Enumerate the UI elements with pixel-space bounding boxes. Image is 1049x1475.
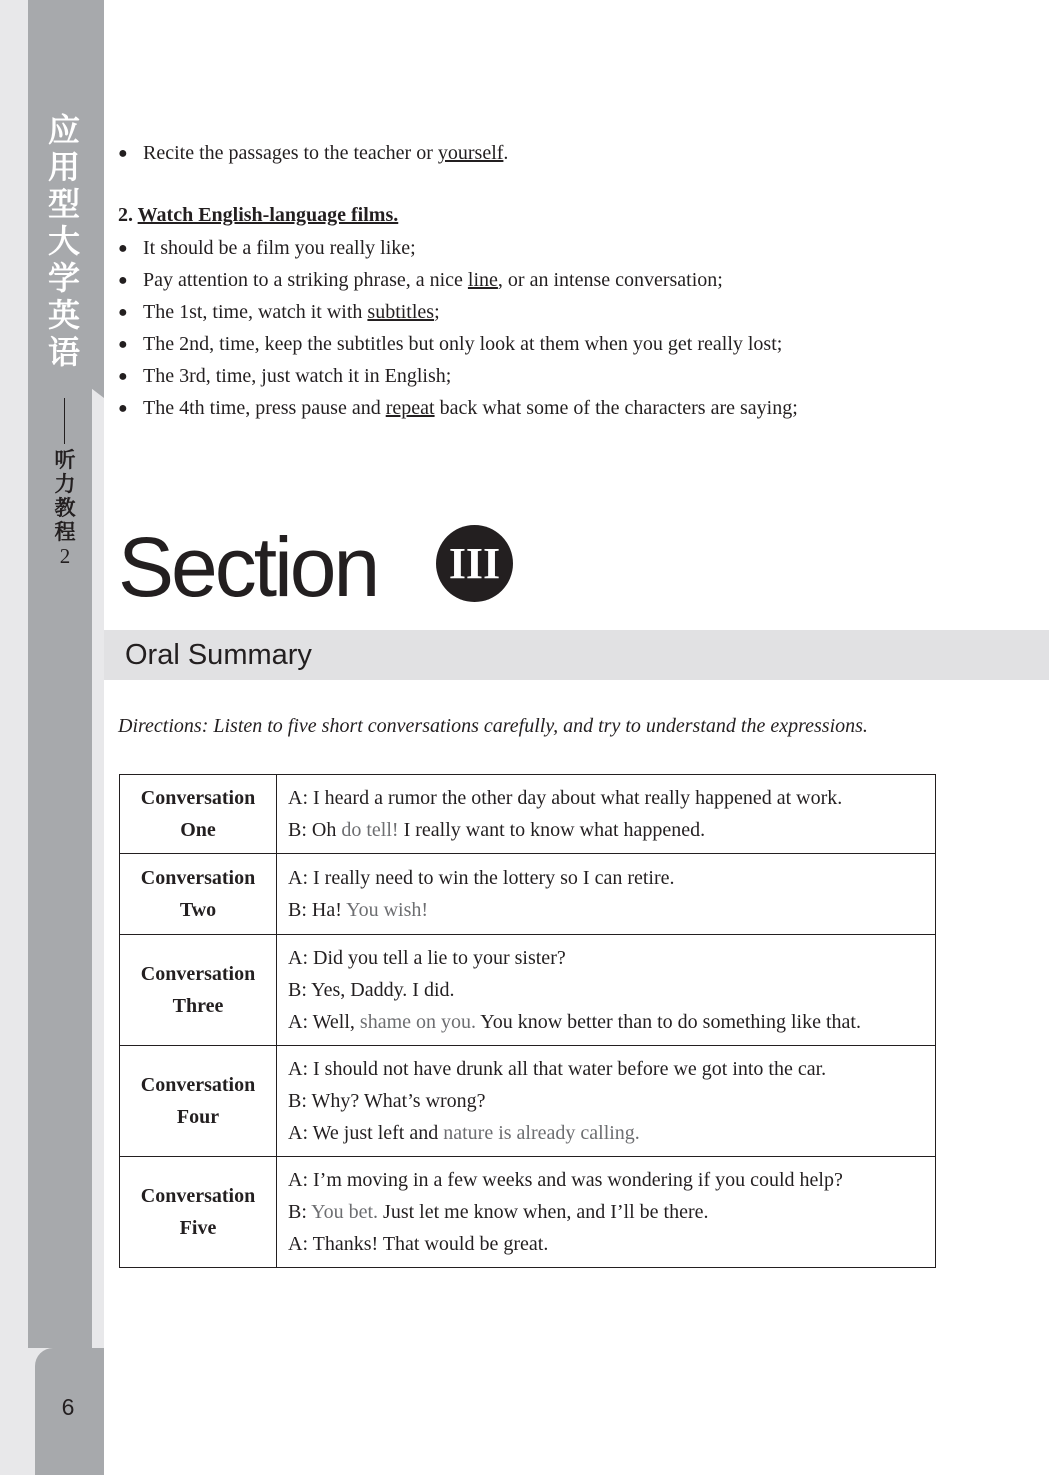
conversation-lines [277, 1157, 936, 1268]
bullet-icon: ● [118, 368, 128, 385]
book-subtitle-char: 教 [54, 495, 76, 520]
list-item-text: The 3rd, time, just watch it in English; [143, 365, 452, 387]
book-title-char: 型 [47, 185, 80, 223]
dialogue-line [288, 974, 925, 1006]
list-item [118, 268, 723, 293]
book-title-char: 大 [47, 222, 80, 260]
table-row [120, 854, 936, 935]
dialogue-line [288, 1006, 925, 1038]
dialogue-text: A: We just left and [288, 1122, 444, 1144]
dialogue-text: Just let me know when, and I’ll be there. [378, 1201, 709, 1223]
bullet-icon: ● [118, 240, 128, 257]
book-subtitle-vertical [44, 448, 86, 568]
table-row [120, 775, 936, 854]
bullet-icon: ● [118, 336, 128, 353]
conversation-label [120, 775, 277, 854]
bullet-icon: ● [118, 145, 128, 162]
directions-text: Directions: Listen to five short conversations carefully, and try to understand the expressions. [118, 715, 868, 737]
dialogue-line [288, 894, 925, 926]
conversation-label-line: Conversation [140, 787, 256, 809]
dialogue-line [288, 862, 925, 894]
conversation-label-line: Conversation [140, 1074, 256, 1096]
list-item-text: , or an intense conversation; [497, 269, 723, 291]
dialogue-line [288, 1196, 925, 1228]
dialogue-text: B: Ha! [288, 899, 347, 921]
underlined-word: repeat [385, 397, 435, 419]
list-item [118, 332, 782, 357]
dialogue-line [288, 1117, 925, 1149]
underlined-word: line [467, 269, 498, 291]
table-row [120, 1157, 936, 1268]
list-item-text: . [503, 142, 509, 164]
book-subtitle-char: 听 [54, 447, 76, 472]
book-title-char: 语 [47, 333, 80, 371]
conversation-label-line: Two [179, 899, 217, 921]
conversation-label-line: Three [172, 995, 224, 1017]
list-item-text: ; [434, 301, 440, 323]
highlighted-expression: nature is already calling. [443, 1122, 640, 1144]
list-item-text: The 2nd, time, keep the subtitles but only look at them when you get really lost; [143, 333, 783, 355]
underlined-word: yourself [437, 142, 504, 164]
dialogue-text: B: [288, 1201, 312, 1223]
book-title-char: 学 [47, 259, 80, 297]
highlighted-expression: You wish! [346, 899, 429, 921]
highlighted-expression: do tell! [341, 819, 399, 841]
conversation-label-line: Four [176, 1106, 220, 1128]
subsection-number: 2. [118, 204, 133, 226]
book-subtitle-char: 力 [54, 471, 76, 496]
dialogue-line [288, 814, 925, 846]
bullet-icon: ● [118, 272, 128, 289]
underlined-word: subtitles [367, 301, 435, 323]
conversation-label [120, 1046, 277, 1157]
book-volume: 2 [59, 544, 71, 568]
dialogue-line [288, 1085, 925, 1117]
dialogue-text: B: Oh [288, 819, 342, 841]
section-number-badge: III [436, 525, 513, 602]
list-item [118, 236, 416, 261]
page-number: 6 [61, 1394, 75, 1420]
list-item [118, 141, 508, 166]
book-subtitle-char: 程 [54, 519, 76, 544]
conversation-label-line: Conversation [140, 867, 256, 889]
list-item-text: The 1st, time, watch it with [143, 301, 368, 323]
dialogue-text: A: I really need to win the lottery so I can retire. [288, 867, 675, 889]
conversation-label [120, 854, 277, 935]
dialogue-line [288, 942, 925, 974]
conversation-lines [277, 935, 936, 1046]
conversation-lines [277, 775, 936, 854]
conversation-label-line: One [180, 819, 216, 841]
list-item [118, 300, 440, 325]
conversation-label-line: Five [179, 1217, 217, 1239]
book-title-vertical [40, 112, 88, 371]
list-item-text: It should be a film you really like; [143, 237, 416, 259]
dialogue-text: A: I should not have drunk all that water before we got into the car. [288, 1058, 827, 1080]
conversation-label-line: Conversation [140, 1185, 256, 1207]
dialogue-line [288, 1053, 925, 1085]
conversations-table [119, 774, 936, 1268]
dialogue-text: I really want to know what happened. [398, 819, 706, 841]
section-title: Section [118, 520, 378, 614]
bullet-icon: ● [118, 400, 128, 417]
list-item [118, 364, 451, 389]
list-item [118, 396, 798, 421]
dialogue-text: A: Well, [288, 1011, 360, 1033]
dialogue-line [288, 782, 925, 814]
dialogue-text: A: I heard a rumor the other day about what really happened at work. [288, 787, 843, 809]
dialogue-text: A: Did you tell a lie to your sister? [288, 947, 566, 969]
list-item-text: back what some of the characters are saying; [434, 397, 798, 419]
conversation-lines [277, 854, 936, 935]
book-title-char: 应 [47, 111, 80, 149]
subsection-title: Watch English-language films. [137, 204, 399, 226]
dialogue-text: B: Why? What’s wrong? [288, 1090, 486, 1112]
list-item-text: Pay attention to a striking phrase, a nice [143, 269, 468, 291]
dialogue-line [288, 1164, 925, 1196]
list-item-text: Recite the passages to the teacher or [143, 142, 438, 164]
subsection-heading [118, 204, 398, 227]
table-row [120, 1046, 936, 1157]
conversation-label [120, 935, 277, 1046]
dialogue-text: A: I’m moving in a few weeks and was wondering if you could help? [288, 1169, 843, 1191]
section-subtitle: Oral Summary [125, 639, 312, 671]
book-title-char: 用 [47, 148, 80, 186]
bullet-icon: ● [118, 304, 128, 321]
conversation-label-line: Conversation [140, 963, 256, 985]
dialogue-line [288, 1228, 925, 1260]
book-title-char: 英 [47, 296, 80, 334]
dialogue-text: B: Yes, Daddy. I did. [288, 979, 455, 1001]
highlighted-expression: You bet. [311, 1201, 379, 1223]
conversation-label [120, 1157, 277, 1268]
dialogue-text: A: Thanks! That would be great. [288, 1233, 549, 1255]
title-divider [64, 398, 65, 444]
highlighted-expression: shame on you. [359, 1011, 476, 1033]
list-item-text: The 4th time, press pause and [143, 397, 386, 419]
conversation-lines [277, 1046, 936, 1157]
table-row [120, 935, 936, 1046]
dialogue-text: You know better than to do something like that. [476, 1011, 861, 1033]
